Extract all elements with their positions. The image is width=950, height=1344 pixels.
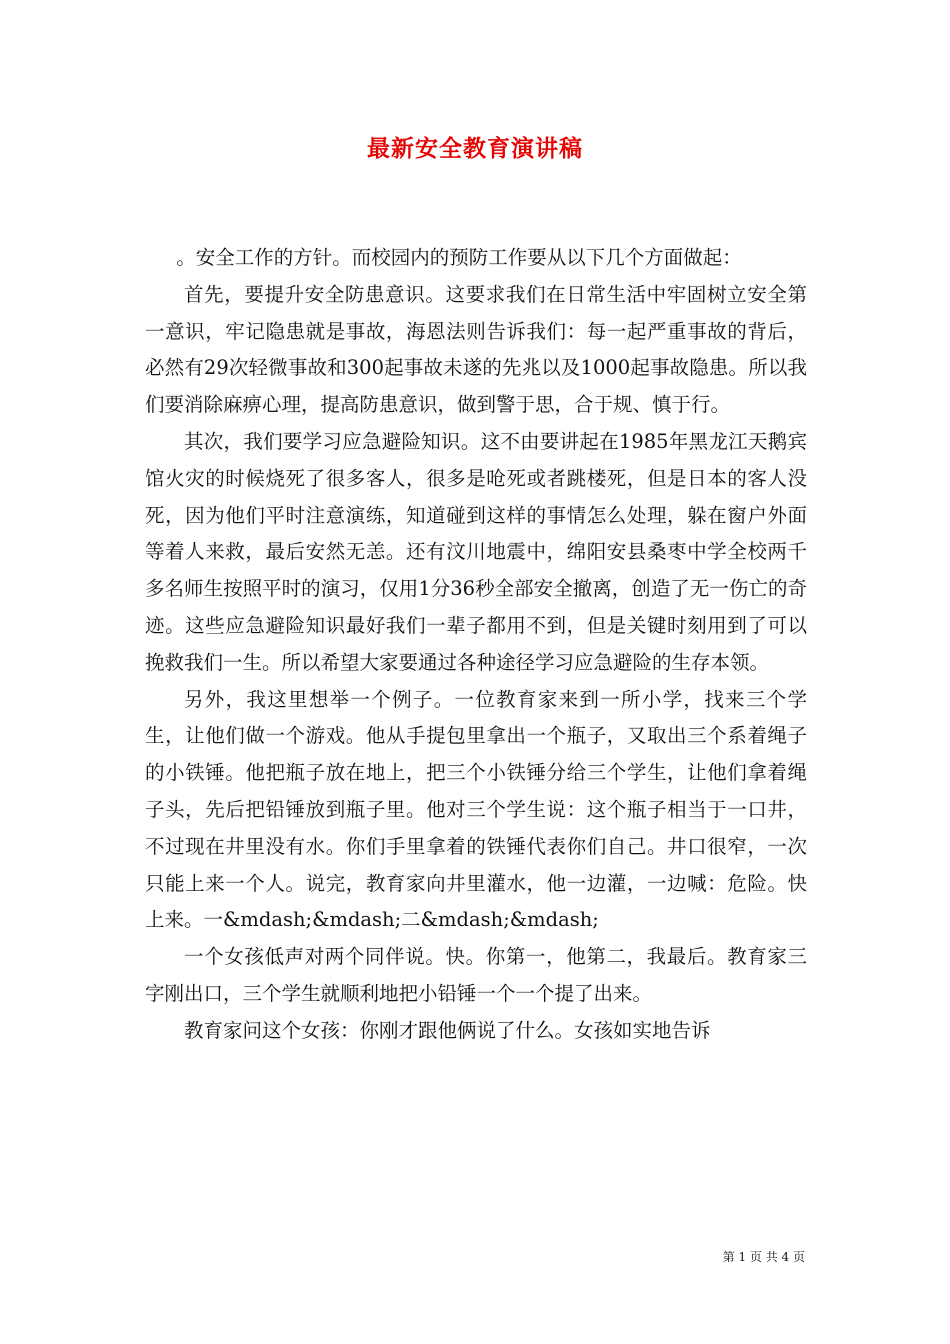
document-body bbox=[145, 240, 807, 1050]
paragraph-awareness: 首先，要提升安全防患意识。这要求我们在日常生活中牢固树立安全第一意识，牢记隐患就是事故，海恩法则告诉我们：每一起严重事故的背后，必然有29次轻微事故和300起事故未遂的先兆以及1000起事故隐患。所以我们要消除麻痹心理，提高防患意识，做到警于思，合于规、慎于行。 bbox=[145, 282, 807, 417]
paragraph-example: 另外，我这里想举一个例子。一位教育家来到一所小学，找来三个学生，让他们做一个游戏。他从手提包里拿出一个瓶子，又取出三个系着绳子的小铁锤。他把瓶子放在地上，把三个小铁锤分给三个学生，让他们拿着绳子头，先后把铅锤放到瓶子里。他对三个学生说：这个瓶子相当于一口井，不过现在井里没有水。你们手里拿着的铁锤代表你们自己。井口很窄，一次只能上来一个人。说完，教育家向井里灌水，他一边灌，一边喊：危险。快上来。一&mdash;&mdash;二&mdash;&mdash; bbox=[145, 687, 807, 932]
page-number-footer: 第 1 页 共 4 页 bbox=[722, 1250, 805, 1264]
paragraph-question: 教育家问这个女孩：你刚才跟他俩说了什么。女孩如实地告诉 bbox=[184, 1018, 711, 1042]
paragraph-intro: 。安全工作的方针。而校园内的预防工作要从以下几个方面做起： bbox=[176, 246, 742, 269]
paragraph-girl-response: 一个女孩低声对两个同伴说。快。你第一，他第二，我最后。教育家三字刚出口，三个学生就顺利地把小铅锤一个一个提了出来。 bbox=[145, 945, 807, 1005]
document-title: 最新安全教育演讲稿 bbox=[367, 135, 583, 162]
paragraph-emergency-knowledge: 其次，我们要学习应急避险知识。这不由要讲起在1985年黑龙江天鹅宾馆火灾的时候烧死了很多客人，很多是呛死或者跳楼死，但是日本的客人没死，因为他们平时注意演练，知道碰到这样的事情怎么处理，躲在窗户外面等着人来救，最后安然无恙。还有汶川地震中，绵阳安县桑枣中学全校两千多名师生按照平时的演习，仅用1分36秒全部安全撤离，创造了无一伤亡的奇迹。这些应急避险知识最好我们一辈子都用不到，但是关键时刻用到了可以挽救我们一生。所以希望大家要通过各种途径学习应急避险的生存本领。 bbox=[145, 429, 807, 674]
